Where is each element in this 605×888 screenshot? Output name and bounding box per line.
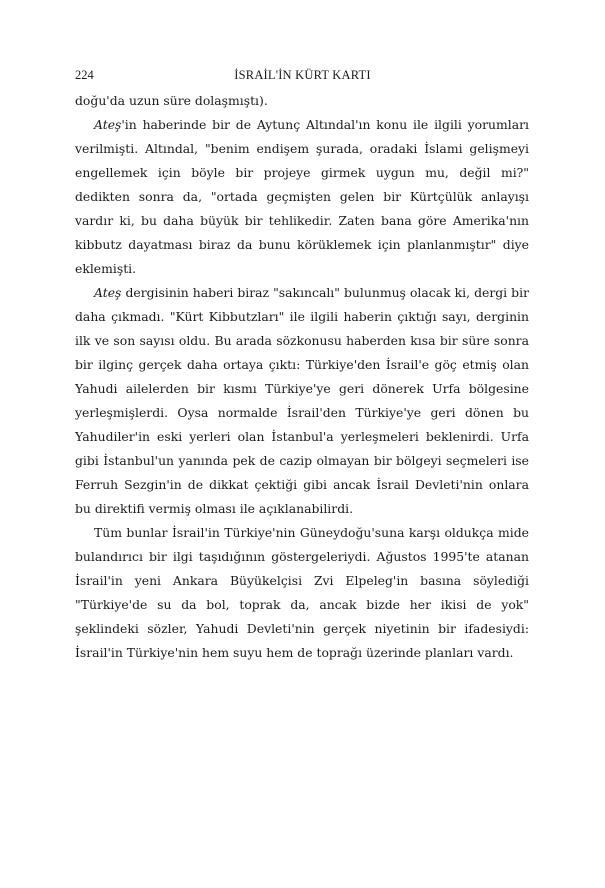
paragraph [75, 521, 529, 665]
body-text [75, 89, 529, 665]
paragraph-text: Tüm bunlar İsrail'in Türkiye'nin Güneydoğu'suna karşı oldukça mide bulandırıcı bir ilgi taşıdığının göstergeleriydi. Ağustos 1995'te atanan İsrail'in yeni Ankara Büyükelçisi Zvi Elpeleg'in basına söylediği "Türkiye'de su da bol, toprak da, ancak bizde her ikisi de yok" şeklindeki sözler, Yahudi Devleti'nin gerçek niyetinin bir ifadesiydi: İsrail'in Türkiye'nin hem suyu hem de toprağı üzerinde planları vardı. [75, 525, 529, 660]
page-number: 224 [75, 68, 94, 82]
paragraph [75, 281, 529, 521]
paragraph-continuation [75, 89, 529, 113]
paragraph-text: 'in haberinde bir de Aytunç Altındal'ın konu ile ilgili yorumları verilmişti. Altındal, "benim endişem şurada, oradaki İslami gelişmeyi engellemek için böyle bir projeye girmek uygun mu, değil mi?" dedikten sonra da, "ortada geçmişten gelen bir Kürtçülük anlayışı vardır ki, bu daha büyük bir tehlikedir. Zaten bana göre Amerika'nın kibbutz dayatması biraz da bunu körüklemek için planlanmıştır" diye eklemişti. [75, 117, 529, 276]
running-title: İSRAİL'İN KÜRT KARTI [234, 68, 371, 82]
italic-publication-name: Ateş [94, 117, 122, 132]
paragraph [75, 113, 529, 281]
italic-publication-name: Ateş [94, 285, 122, 300]
paragraph-text: dergisinin haberi biraz "sakıncalı" bulunmuş olacak ki, dergi bir daha çıkmadı. "Kürt Kibbutzları" ile ilgili haberin çıktığı sayı, derginin ilk ve son sayısı oldu. Bu arada sözkonusu haberden kısa bir süre sonra bir ilginç gerçek daha ortaya çıktı: Türkiye'den İsrail'e göç etmiş olan Yahudi ailelerden bir kısmı Türkiye'ye geri dönerek Urfa bölgesine yerleşmişlerdi. Oysa normalde İsrail'den Türkiye'ye geri dönen bu Yahudiler'in eski yerleri olan İstanbul'a yerleşmeleri beklenirdi. Urfa gibi İstanbul'un yanında pek de cazip olmayan bir bölgeyi seçmeleri ise Ferruh Sezgin'in de dikkat çektiği gibi ancak İsrail Devleti'nin onlara bu direktifi vermiş olması ile açıklanabilirdi. [75, 285, 529, 516]
paragraph-text: doğu'da uzun süre dolaşmıştı). [75, 93, 268, 108]
